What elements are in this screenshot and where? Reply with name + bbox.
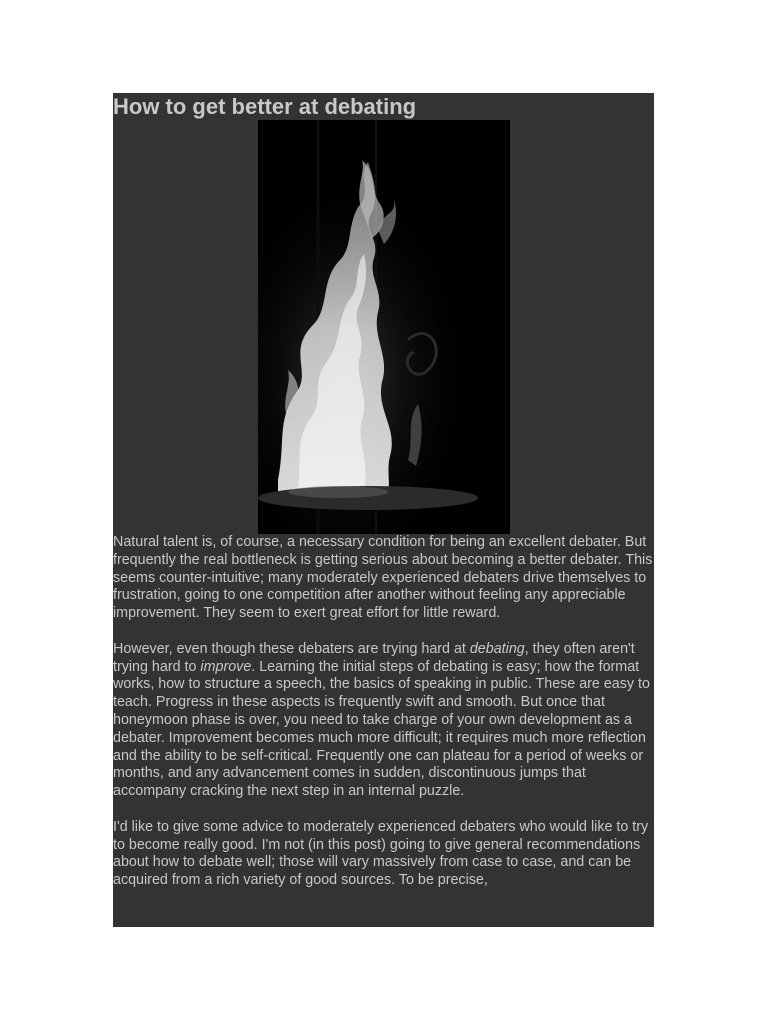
emphasis-improve: improve (200, 658, 252, 675)
paragraph-1: Natural talent is, of course, a necessary condition for being an excellent debater. But frequently the real bottleneck is getting serious about becoming a better debater. This seems counter-intuitive; many moderately experienced debaters drive themselves to frustration, going to one competition after another without feeling any appreciable improvement. They seem to exert great effort for little reward. (113, 534, 653, 622)
article-body (113, 534, 654, 890)
article-panel (113, 93, 654, 927)
flame-image (258, 120, 510, 534)
flame-illustration (258, 120, 510, 534)
paragraph-2 (113, 641, 654, 801)
paragraph-2-text-b: , they often aren't trying hard to (113, 640, 635, 675)
paragraph-2-text-c: . Learning the initial steps of debating is easy; how the format works, how to structure a speech, the basics of speaking in public. These are easy to teach. Progress in these aspects is frequently swift and smooth. But once that honeymoon phase is over, you need to take charge of your own development as a debater. Improvement becomes much more difficult; it requires much more reflection and the ability to be self-critical. Frequently one can plateau for a period of weeks or months, and any advancement comes in sudden, discontinuous jumps that accompany cracking the next step in an internal puzzle. (113, 658, 650, 800)
emphasis-debating: debating (469, 640, 525, 657)
paragraph-3: I'd like to give some advice to moderately experienced debaters who would like to try to become really good. I'm not (in this post) going to give general recommendations about how to debate well; those will vary massively from case to case, and can be acquired from a rich variety of good sources. To be precise, (113, 818, 649, 889)
paragraph-2-text-a: However, even though these debaters are trying hard at (113, 640, 470, 657)
article-title: How to get better at debating (113, 94, 417, 119)
